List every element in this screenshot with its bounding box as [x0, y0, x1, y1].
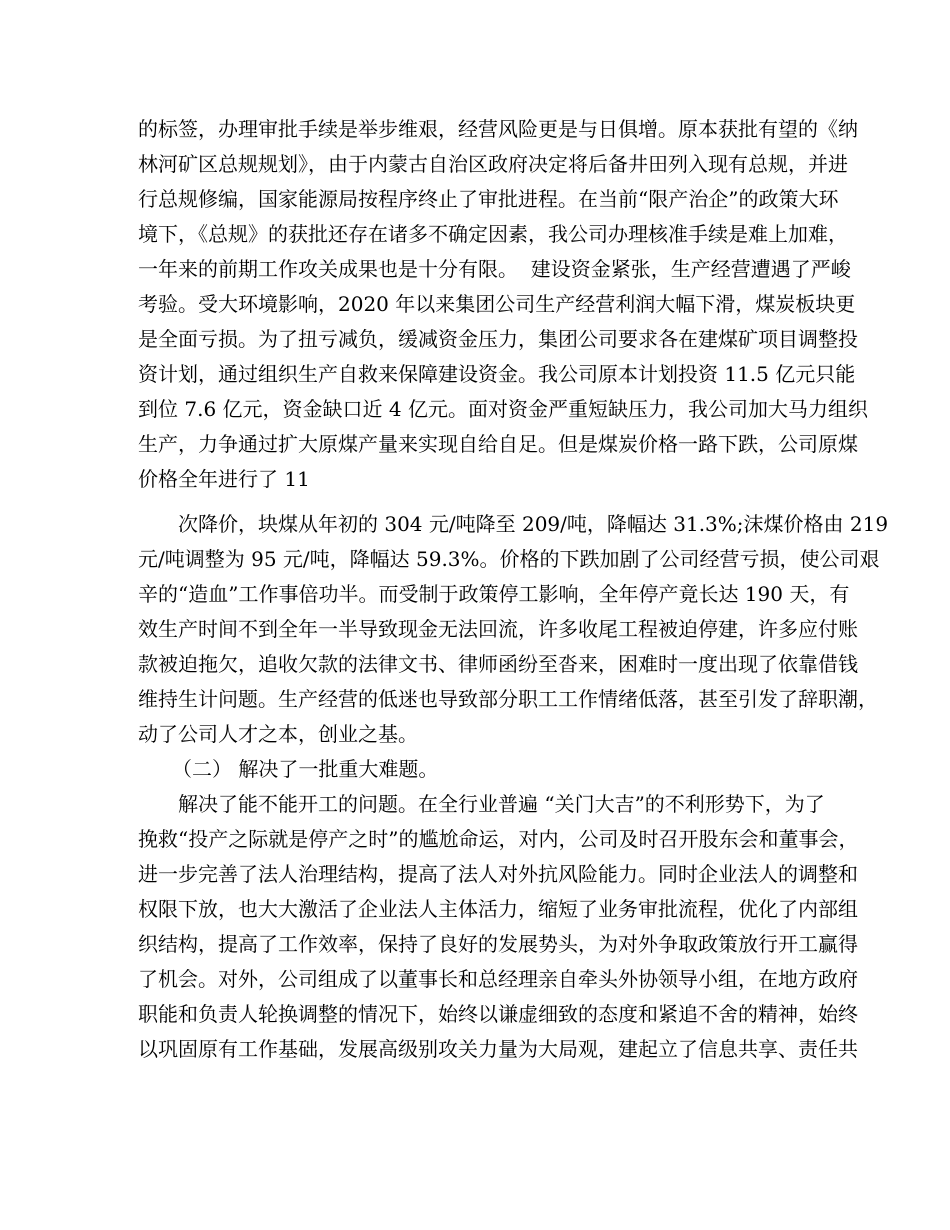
text-line: 效生产时间不到全年一半导致现金无法回流，许多收尾工程被迫停建，许多应付账	[138, 617, 858, 641]
text-line: 一年来的前期工作攻关成果也是十分有限。 建设资金紧张，生产经营遭遇了严峻	[138, 257, 851, 281]
text-line: 动了公司人才之本，创业之基。	[138, 722, 418, 746]
text-line: 维持生计问题。生产经营的低迷也导致部分职工工作情绪低落，甚至引发了辞职潮，	[138, 687, 878, 711]
text-line: 了机会。对外，公司组成了以董事长和总经理亲自牵头外协领导小组，在地方政府	[138, 967, 858, 991]
text-line: 款被迫拖欠，追收欠款的法律文书、律师函纷至沓来，困难时一度出现了依靠借钱	[138, 652, 858, 676]
text-line: 进一步完善了法人治理结构，提高了法人对外抗风险能力。同时企业法人的调整和	[138, 862, 858, 886]
text-line: 是全面亏损。为了扭亏减负，缓减资金压力，集团公司要求各在建煤矿项目调整投	[138, 327, 858, 351]
text-line: 的标签，办理审批手续是举步维艰，经营风险更是与日俱增。原本获批有望的《纳	[138, 117, 858, 141]
text-line: 挽救“投产之际就是停产之时”的尴尬命运，对内，公司及时召开股东会和董事会，	[138, 827, 859, 851]
text-line: 生产，力争通过扩大原煤产量来实现自给自足。但是煤炭价格一路下跌，公司原煤	[138, 432, 858, 456]
text-line: 资计划，通过组织生产自救来保障建设资金。我公司原本计划投资 11.5 亿元只能	[138, 362, 856, 386]
text-line: 权限下放，也大大激活了企业法人主体活力，缩短了业务审批流程，优化了内部组	[138, 897, 858, 921]
text-line: 以巩固原有工作基础，发展高级别攻关力量为大局观，建起立了信息共享、责任共	[138, 1037, 858, 1061]
text-line: 到位 7.6 亿元，资金缺口近 4 亿元。面对资金严重短缺压力，我公司加大马力组织	[138, 397, 868, 421]
text-line: 林河矿区总规规划》，由于内蒙古自治区政府决定将后备井田列入现有总规，并进	[138, 152, 848, 176]
text-line: （二） 解决了一批重大难题。	[172, 757, 439, 781]
text-line: 元/吨调整为 95 元/吨，降幅达 59.3%。价格的下跌加剧了公司经营亏损，使公司艰	[138, 547, 880, 571]
text-line: 行总规修编，国家能源局按程序终止了审批进程。在当前“限产治企”的政策大环	[138, 187, 839, 211]
text-line: 考验。受大环境影响，2020 年以来集团公司生产经营利润大幅下滑，煤炭板块更	[138, 292, 856, 316]
text-line: 织结构，提高了工作效率，保持了良好的发展势头，为对外争取政策放行开工赢得	[138, 932, 858, 956]
text-line: 次降价，块煤从年初的 304 元/吨降至 209/吨，降幅达 31.3%;沫煤价格由 219	[178, 512, 889, 536]
text-line: 境下，《总规》的获批还存在诸多不确定因素，我公司办理核准手续是难上加难，	[138, 222, 848, 246]
text-line: 解决了能不能开工的问题。在全行业普遍 “关门大吉”的不利形势下，为了	[178, 792, 825, 816]
text-line: 辛的“造血”工作事倍功半。而受制于政策停工影响，全年停产竟长达 190 天，有	[138, 582, 850, 606]
text-line: 职能和负责人轮换调整的情况下，始终以谦虚细致的态度和紧追不舍的精神，始终	[138, 1002, 858, 1026]
text-line: 价格全年进行了 11	[138, 467, 310, 491]
